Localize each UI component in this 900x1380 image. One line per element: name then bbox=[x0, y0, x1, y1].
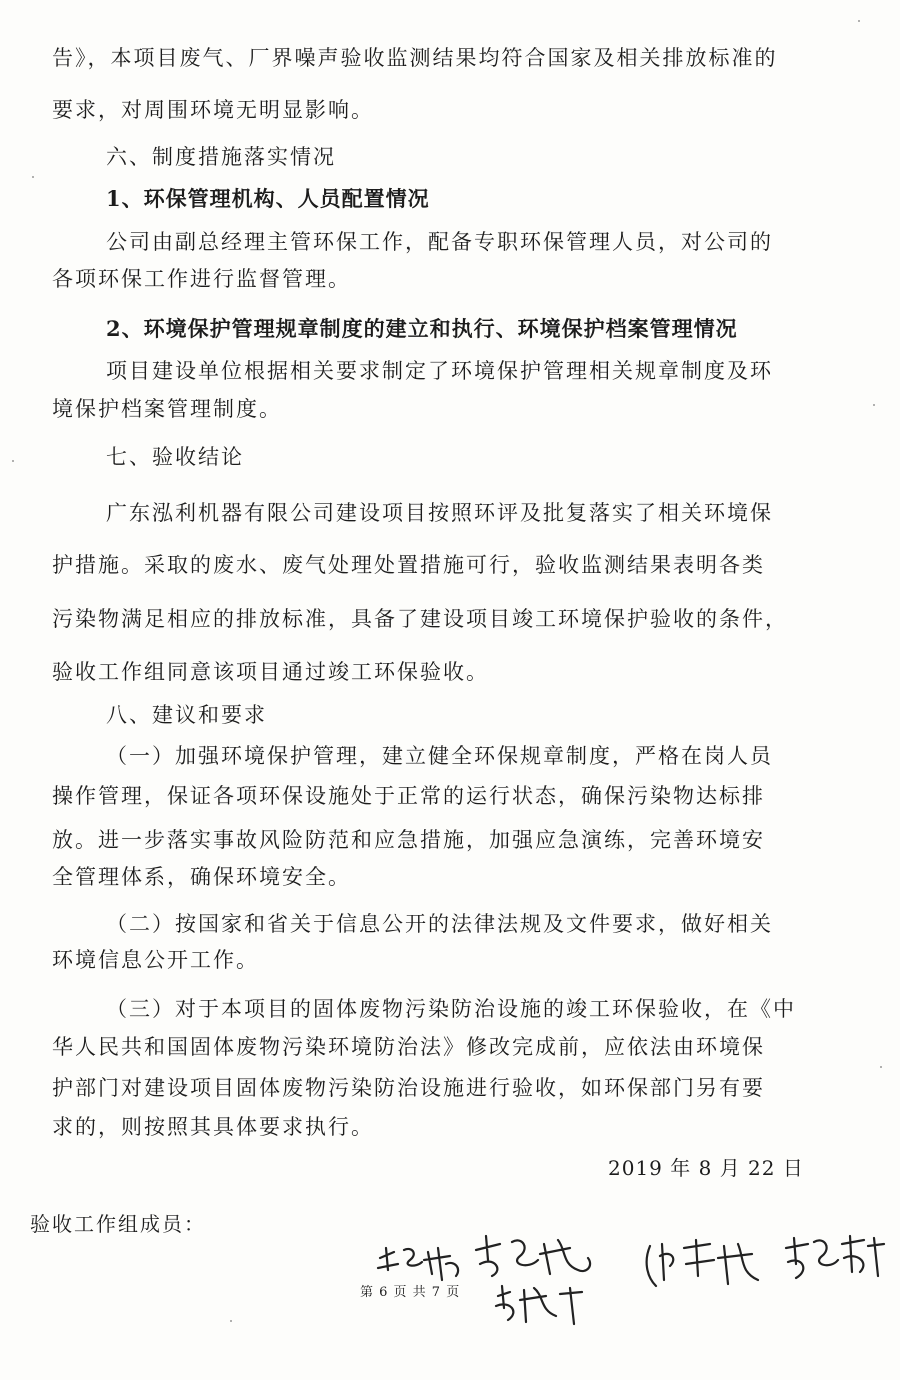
scan-speck bbox=[858, 20, 860, 22]
scan-speck bbox=[873, 404, 875, 406]
paragraph-line: （二）按国家和省关于信息公开的法律法规及文件要求，做好相关 bbox=[106, 912, 773, 936]
scan-speck bbox=[32, 176, 34, 178]
members-label: 验收工作组成员： bbox=[30, 1212, 206, 1236]
paragraph-line: 求的，则按照其具体要求执行。 bbox=[52, 1115, 374, 1139]
scan-speck bbox=[880, 1066, 882, 1068]
paragraph-line: 护措施。采取的废水、废气处理处置措施可行，验收监测结果表明各类 bbox=[52, 553, 765, 577]
paragraph-line: （一）加强环境保护管理，建立健全环保规章制度，严格在岗人员 bbox=[106, 744, 773, 768]
signature-5 bbox=[780, 1232, 890, 1292]
section-heading-8: 八、建议和要求 bbox=[106, 703, 267, 727]
paragraph-line: 华人民共和国固体废物污染环境防治法》修改完成前，应依法由环境保 bbox=[52, 1035, 765, 1059]
document-date: 2019 年 8 月 22 日 bbox=[608, 1156, 804, 1180]
paragraph-line: 全管理体系，确保环境安全。 bbox=[52, 865, 351, 889]
paragraph-line: （三）对于本项目的固体废物污染防治设施的竣工环保验收，在《中 bbox=[106, 997, 796, 1021]
signature-3 bbox=[490, 1282, 590, 1332]
paragraph-line: 告》，本项目废气、厂界噪声验收监测结果均符合国家及相关排放标准的 bbox=[52, 46, 778, 70]
paragraph-line: 广东泓利机器有限公司建设项目按照环评及批复落实了相关环境保 bbox=[106, 501, 773, 525]
paragraph-line: 验收工作组同意该项目通过竣工环保验收。 bbox=[52, 660, 489, 684]
scan-speck bbox=[230, 1320, 232, 1322]
paragraph-line: 放。进一步落实事故风险防范和应急措施，加强应急演练，完善环境安 bbox=[52, 828, 765, 852]
subsection-heading-2: 2、环境保护管理规章制度的建立和执行、环境保护档案管理情况 bbox=[106, 316, 738, 341]
paragraph-line: 公司由副总经理主管环保工作，配备专职环保管理人员，对公司的 bbox=[106, 230, 773, 254]
paragraph-line: 护部门对建设项目固体废物污染防治设施进行验收，如环保部门另有要 bbox=[52, 1076, 765, 1100]
paragraph-line: 操作管理，保证各项环保设施处于正常的运行状态，确保污染物达标排 bbox=[52, 784, 765, 808]
paragraph-line: 各项环保工作进行监督管理。 bbox=[52, 267, 351, 291]
paragraph-line: 环境信息公开工作。 bbox=[52, 948, 259, 972]
section-heading-6: 六、制度措施落实情况 bbox=[106, 145, 336, 169]
paragraph-line: 项目建设单位根据相关要求制定了环境保护管理相关规章制度及环 bbox=[106, 359, 773, 383]
signature-2 bbox=[470, 1230, 600, 1290]
signature-4 bbox=[640, 1236, 770, 1296]
scan-speck bbox=[12, 460, 14, 462]
section-heading-7: 七、验收结论 bbox=[106, 445, 244, 469]
subsection-heading-1: 1、环保管理机构、人员配置情况 bbox=[106, 186, 430, 211]
paragraph-line: 要求，对周围环境无明显影响。 bbox=[52, 98, 374, 122]
paragraph-line: 境保护档案管理制度。 bbox=[52, 397, 282, 421]
page-number: 第 6 页 共 7 页 bbox=[360, 1285, 461, 1300]
paragraph-line: 污染物满足相应的排放标准，具备了建设项目竣工环境保护验收的条件， bbox=[52, 607, 788, 631]
signature-1 bbox=[372, 1240, 472, 1290]
